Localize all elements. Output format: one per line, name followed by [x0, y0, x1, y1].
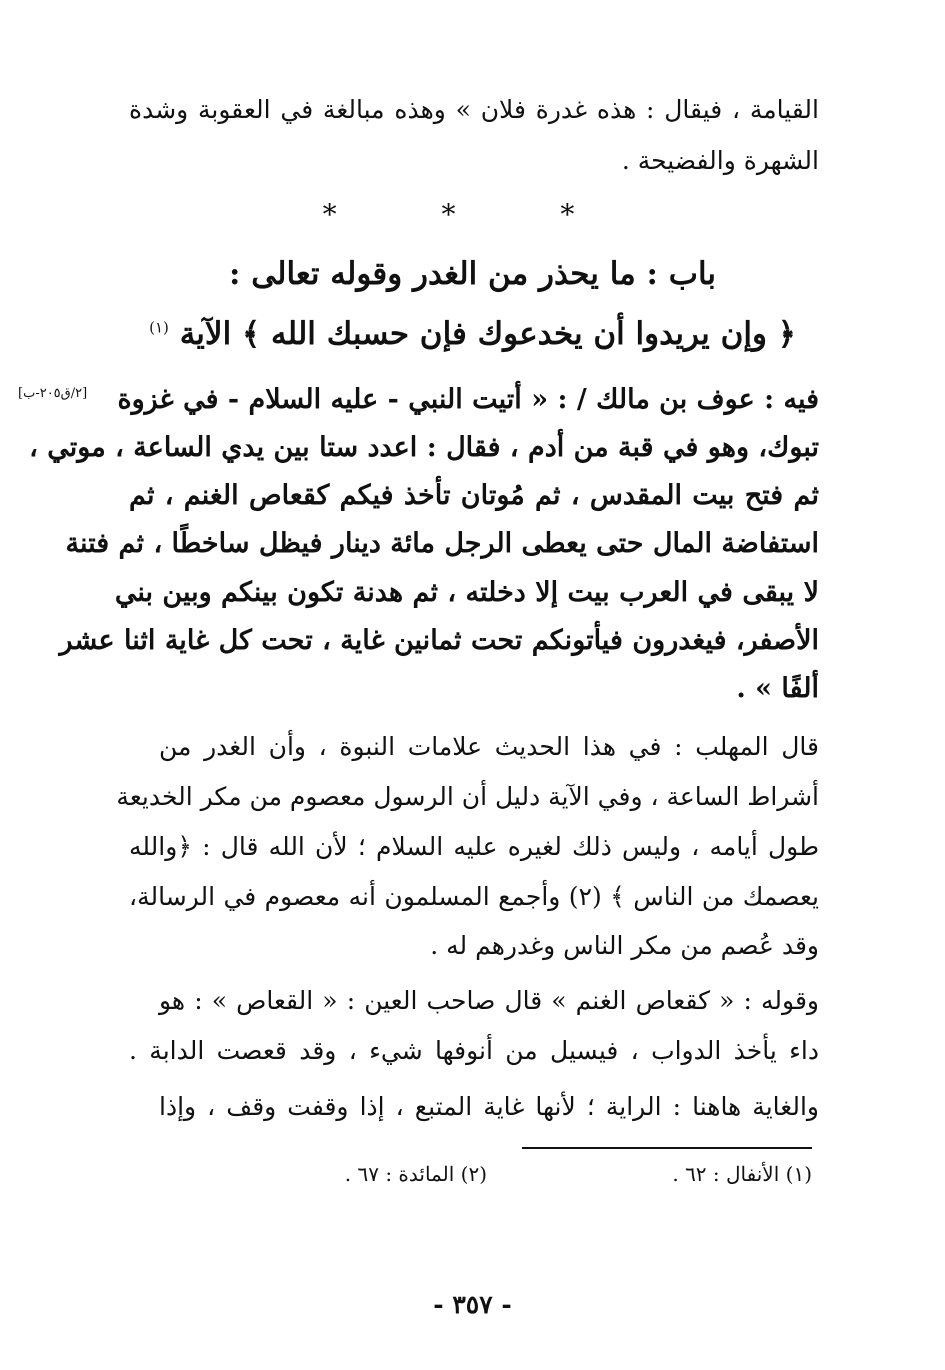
section-separator: * * *	[322, 198, 623, 231]
footnote-divider	[522, 1147, 812, 1149]
commentary-line-2: أشراط الساعة ، وفي الآية دليل أن الرسول معصوم من مكر الخديعة	[116, 782, 819, 811]
hadith-line-5: لا يبقى في العرب بيت إلا دخلته ، ثم هدنة تكون بينكم وبين بني	[114, 577, 819, 608]
page-number: - ٣٥٧ -	[433, 1290, 512, 1319]
hadith-line-1: فيه : عوف بن مالك / : « أتيت النبي - عليه السلام - في غزوة	[117, 384, 819, 415]
footnote-ref-1: (١)	[149, 318, 169, 337]
chapter-title: باب : ما يحذر من الغدر وقوله تعالى :	[228, 256, 717, 292]
footnote-1: (١) الأنفال : ٦٢ .	[672, 1162, 812, 1186]
hadith-line-6: الأصفر، فيغدرون فيأتونكم تحت ثمانين غاية ، تحت كل غاية اثنا عشر	[59, 625, 819, 656]
commentary-line-1: قال المهلب : في هذا الحديث علامات النبوة ، وأن الغدر من	[159, 732, 819, 761]
commentary-line-5: وقد عُصم من مكر الناس وغدرهم له .	[430, 931, 819, 960]
intro-line-2: الشهرة والفضيحة .	[621, 146, 819, 175]
hadith-line-3: ثم فتح بيت المقدس ، ثم مُوتان تأخذ فيكم كقعاص الغنم ، ثم	[129, 480, 819, 511]
hadith-line-4: استفاضة المال حتى يعطى الرجل مائة دينار فيظل ساخطًا ، ثم فتنة	[65, 528, 819, 559]
explanation-line-1: وقوله : « كقعاص الغنم » قال صاحب العين : « القعاص » : هو	[159, 986, 819, 1015]
footnote-2: (٢) المائدة : ٦٧ .	[344, 1162, 487, 1186]
commentary-line-3: طول أيامه ، وليس ذلك لغيره عليه السلام ؛ لأن الله قال : ﴿والله	[129, 832, 819, 861]
final-paragraph-line-1: والغاية هاهنا : الراية ؛ لأنها غاية المتبع ، إذا وقفت وقف ، وإذا	[159, 1092, 819, 1121]
explanation-line-2: داء يأخذ الدواب ، فيسيل من أنوفها شيء ، وقد قعصت الدابة .	[129, 1036, 819, 1065]
manuscript-margin-note: [٢/ق٢٠٥-ب]	[18, 386, 88, 401]
intro-line-1: القيامة ، فيقال : هذه غدرة فلان » وهذه مبالغة في العقوبة وشدة	[129, 95, 819, 124]
hadith-line-7: ألفًا » .	[736, 673, 819, 704]
verse-text: ﴿ وإن يريدوا أن يخدعوك فإن حسبك الله ﴾ الآية	[179, 316, 796, 352]
chapter-verse	[0, 316, 945, 352]
hadith-line-2: تبوك، وهو في قبة من أدم ، فقال : اعدد ستا بين يدي الساعة ، موتي ،	[29, 432, 819, 463]
commentary-line-4: يعصمك من الناس ﴾ (٢) وأجمع المسلمون أنه معصوم في الرسالة،	[129, 882, 820, 911]
